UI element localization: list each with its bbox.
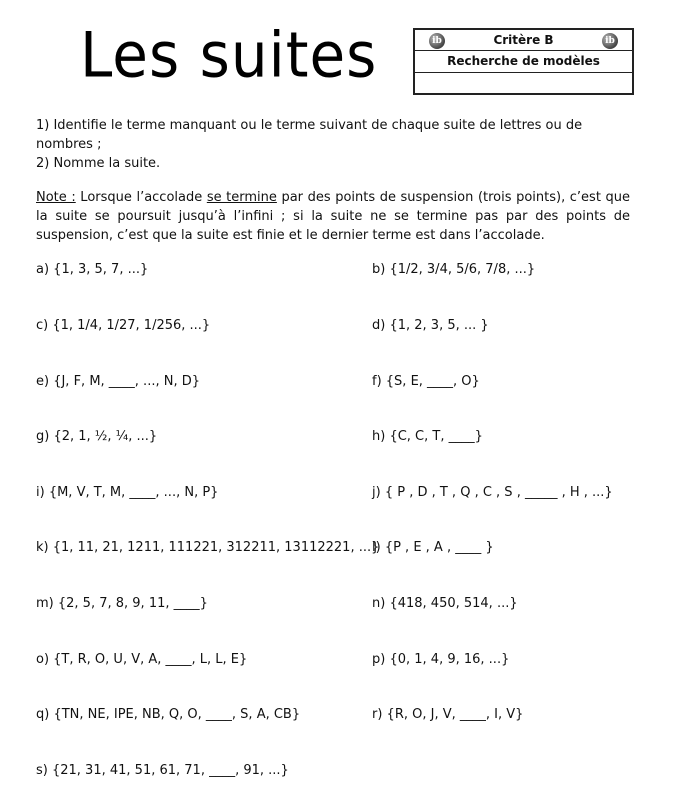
question-m: m) {2, 5, 7, 8, 9, 11, ____} [36, 596, 208, 611]
question-b: b) {1/2, 3/4, 5/6, 7/8, ...} [372, 262, 536, 277]
question-h: h) {C, C, T, ____} [372, 429, 483, 444]
question-i: i) {M, V, T, M, ____, ..., N, P} [36, 485, 219, 500]
note-underlined: se termine [206, 190, 277, 205]
question-r: r) {R, O, J, V, ____, I, V} [372, 707, 524, 722]
question-j: j) { P , D , T , Q , C , S , _____ , H , ...} [372, 485, 613, 500]
criteria-row-2 [415, 51, 632, 72]
criteria-row-1 [415, 30, 632, 51]
note-text: par des points de suspension (trois points), c’est que la suite se poursuit jusqu’à l’infini ; si la suite ne se termine pas par des points de suspension, c’est que la suite est finie et le dernier terme est dans l’accolade. [36, 190, 630, 243]
criteria-subtitle: Recherche de modèles [447, 54, 600, 69]
note-paragraph [36, 188, 630, 245]
question-e: e) {J, F, M, ____, ..., N, D} [36, 374, 200, 389]
question-c: c) {1, 1/4, 1/27, 1/256, ...} [36, 318, 211, 333]
question-k: k) {1, 11, 21, 1211, 111221, 312211, 13112221, ...} [36, 540, 380, 555]
note-label: Note : [36, 190, 76, 205]
page-title: Les suites [80, 18, 378, 92]
question-q: q) {TN, NE, IPE, NB, Q, O, ____, S, A, CB} [36, 707, 301, 722]
instruction-line: 1) Identifie le terme manquant ou le terme suivant de chaque suite de lettres ou de [36, 118, 583, 133]
question-o: o) {T, R, O, U, V, A, ____, L, L, E} [36, 652, 248, 667]
instruction-line: nombres ; [36, 137, 102, 152]
criteria-row-3 [415, 73, 632, 93]
question-a: a) {1, 3, 5, 7, ...} [36, 262, 149, 277]
criteria-box [413, 28, 634, 95]
question-g: g) {2, 1, ½, ¼, ...} [36, 429, 158, 444]
note-text: Lorsque l’accolade [75, 190, 207, 205]
instructions [36, 116, 646, 173]
ib-logo-icon: ib [429, 33, 445, 49]
question-p: p) {0, 1, 4, 9, 16, ...} [372, 652, 510, 667]
ib-logo-icon: ib [602, 33, 618, 49]
criteria-label: Critère B [493, 33, 554, 48]
question-l: l) {P , E , A , ____ } [372, 540, 494, 555]
question-d: d) {1, 2, 3, 5, ... } [372, 318, 489, 333]
question-n: n) {418, 450, 514, ...} [372, 596, 518, 611]
question-s: s) {21, 31, 41, 51, 61, 71, ____, 91, ...} [36, 763, 289, 778]
question-f: f) {S, E, ____, O} [372, 374, 480, 389]
instruction-line: 2) Nomme la suite. [36, 156, 161, 171]
